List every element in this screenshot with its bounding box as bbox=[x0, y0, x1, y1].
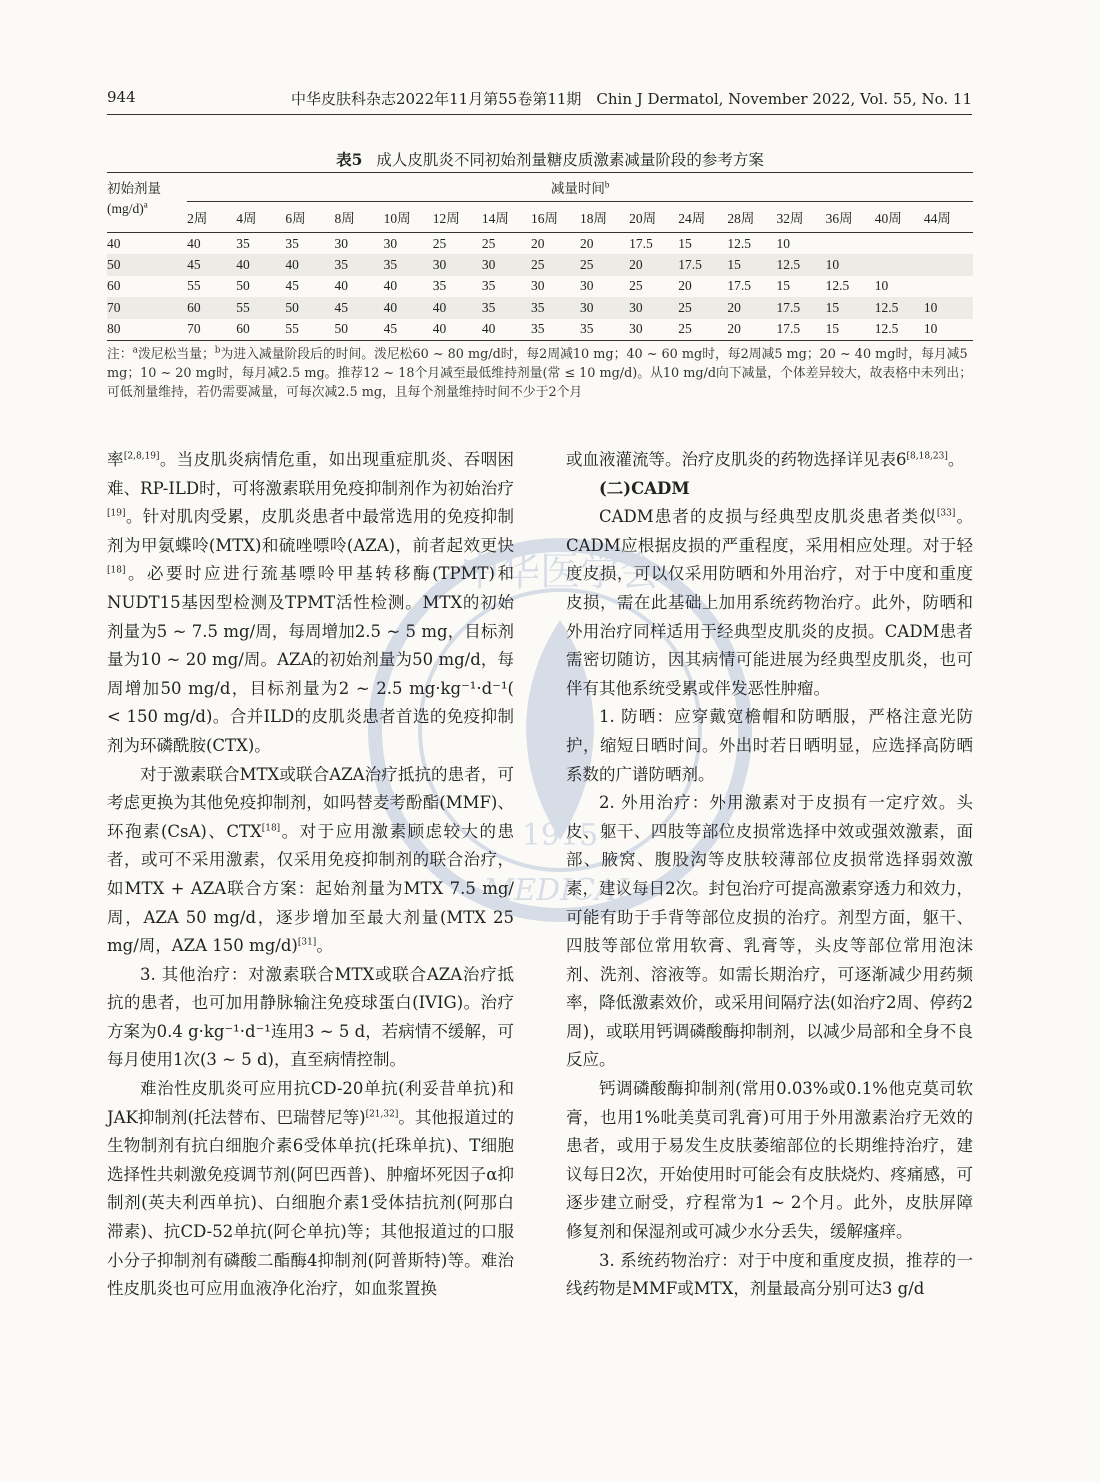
table-cell: 30 bbox=[530, 278, 545, 294]
week-header-cell: 2周 bbox=[187, 202, 236, 233]
week-header-cell: 36周 bbox=[826, 202, 875, 233]
left-paragraph-1: 率[2,8,19]。当皮肌炎病情危重，如出现重症肌炎、吞咽困难、RP-ILD时，可将激素联用免疫抑制剂作为初始治疗[19]。针对肌肉受累，皮肌炎患者中最常选用的免疫抑制剂为甲氨蝶呤(MTX)和硫唑嘌呤(AZA)，前者起效更快[18]。必要时应进行巯基嘌呤甲基转移酶(TPMT)和NUDT15基因型检测及TPMT活性检测。MTX的初始剂量为5 ~ 7.5 mg/周，每周增加2.5 ~ 5 mg，目标剂量为10 ~ 20 mg/周。AZA的初始剂量为50 mg/d，每周增加50 mg/d，目标剂量为2 ~ 2.5 mg·kg⁻¹·d⁻¹( < 150 mg/d)。合并ILD的皮肌炎患者首选的免疫抑制剂为环磷酰胺(CTX)。 bbox=[107, 450, 515, 755]
table-row bbox=[107, 254, 973, 275]
table-cell: 35 bbox=[285, 235, 299, 251]
dose-cell: 50 bbox=[107, 254, 187, 275]
table-cell: 10 bbox=[924, 319, 973, 341]
right-paragraph-2: CADM患者的皮损与经典型皮肌炎患者类似[33]。CADM应根据皮损的严重程度，采用相应处理。对于轻度皮损，可以仅采用防晒和外用治疗，对于中度和重度皮损，需在此基础上加用系统药物治疗。此外，防晒和外用治疗同样适用于经典型皮肌炎的皮损。CADM患者需密切随访，因其病情可能进展为经典型皮肌炎，也可伴有其他系统受累或伴发恶性肿瘤。 bbox=[566, 507, 974, 698]
table-cell: 25 bbox=[531, 254, 580, 275]
dose-cell: 60 bbox=[107, 278, 121, 294]
table-cell bbox=[826, 233, 875, 255]
table-cell: 45 bbox=[285, 278, 299, 294]
left-paragraph-3: 3. 其他治疗：对激素联合MTX或联合AZA治疗抵抗的患者，也可加用静脉输注免疫球蛋白(IVIG)。治疗方案为0.4 g·kg⁻¹·d⁻¹连用3 ~ 5 d，若病情不缓解，可每月使用1次(3 ~ 5 d)，直至病情控制。 bbox=[107, 964, 514, 1070]
table-cell: 60 bbox=[187, 297, 236, 318]
table-cell: 45 bbox=[335, 297, 384, 318]
table-cell: 17.5 bbox=[727, 278, 751, 294]
table-cell: 25 bbox=[432, 235, 447, 251]
table-cell: 10 bbox=[826, 254, 875, 275]
table-cell: 15 bbox=[678, 235, 692, 251]
table-cell: 10 bbox=[924, 297, 973, 318]
table-cell: 25 bbox=[481, 235, 496, 251]
table-cell: 35 bbox=[335, 254, 384, 275]
week-header-cell: 44周 bbox=[924, 202, 973, 233]
week-header-cell: 24周 bbox=[678, 202, 727, 233]
table-cell: 20 bbox=[580, 235, 594, 251]
seal-top-text: 中华医学会 bbox=[460, 549, 660, 595]
table-cell: 40 bbox=[236, 254, 285, 275]
dose-cell: 40 bbox=[107, 235, 121, 251]
table-cell: 30 bbox=[433, 254, 482, 275]
table-cell: 60 bbox=[236, 319, 285, 341]
table-cell: 12.5 bbox=[875, 297, 924, 318]
dose-taper-table bbox=[107, 172, 973, 341]
taper-time-header: 减量时间$^b$ bbox=[187, 173, 973, 202]
table-cell: 30 bbox=[629, 319, 678, 341]
table-cell: 10 bbox=[776, 235, 790, 251]
table-cell: 15 bbox=[776, 278, 790, 294]
table-cell bbox=[875, 233, 924, 255]
body-column-left bbox=[107, 446, 514, 1304]
table-cell: 40 bbox=[334, 278, 348, 294]
week-header-cell: 12周 bbox=[433, 202, 482, 233]
table-cell: 35 bbox=[432, 278, 447, 294]
page-number: 944 bbox=[107, 88, 136, 106]
table-row bbox=[107, 297, 973, 318]
table-cell: 20 bbox=[678, 278, 692, 294]
left-paragraph-4: 难治性皮肌炎可应用抗CD-20单抗(利妥昔单抗)和JAK抑制剂(托法替布、巴瑞替尼等)[21,32]。其他报道过的生物制剂有抗白细胞介素6受体单抗(托珠单抗)、T细胞选择性共刺激免疫调节剂(阿巴西普)、肿瘤坏死因子α抑制剂(英夫利西单抗)、白细胞介素1受体拮抗剂(阿那白滞素)、抗CD-52单抗(阿仑单抗)等；其他报道过的口服小分子抑制剂有磷酸二酯酶4抑制剂(阿普斯特)等。难治性皮肌炎也可应用血液净化治疗，如血浆置换 bbox=[107, 1079, 515, 1299]
table-cell: 30 bbox=[383, 235, 398, 251]
table-row bbox=[107, 319, 973, 341]
week-header-cell: 32周 bbox=[776, 202, 825, 233]
dose-cell: 70 bbox=[107, 297, 187, 318]
table-cell: 25 bbox=[629, 278, 643, 294]
table-cell: 30 bbox=[580, 278, 594, 294]
table-row bbox=[107, 233, 973, 255]
table-cell: 50 bbox=[285, 297, 334, 318]
table-caption-text: 成人皮肌炎不同初始剂量糖皮质激素减量阶段的参考方案 bbox=[376, 151, 764, 169]
table-cell: 35 bbox=[531, 297, 580, 318]
left-paragraph-2: 对于激素联合MTX或联合AZA治疗抵抗的患者，可考虑更换为其他免疫抑制剂，如吗替麦考酚酯(MMF)、环孢素(CsA)、CTX[18]。对于应用激素顾虑较大的患者，或可不采用激素，仅采用免疫抑制剂的联合治疗，如MTX + AZA联合方案：起始剂量为MTX 7.5 mg/周，AZA 50 mg/d，逐步增加至最大剂量(MTX 25 mg/周，AZA 150 mg/d)[31]。 bbox=[107, 764, 515, 956]
table-cell: 45 bbox=[384, 319, 433, 341]
table-cell: 55 bbox=[187, 278, 201, 294]
table-note: 注：$^a$泼尼松当量；$^b$为进入减量阶段后的时间。泼尼松60 ~ 80 mg/d时，每2周减10 mg；40 ~ 60 mg时，每2周减5 mg；20 ~ 40 mg时，每月减5 mg；10 ~ 20 mg时，每月减2.5 mg。推荐12 ~ 18个月减至最低维持剂量(常 ≤ 10 mg/d)。从10 mg/d向下减量，个体差异较大，故表格中未列出；可低剂量维持，若仍需要减量，可每次减2.5 mg，且每个剂量维持时间不少于2个月 bbox=[107, 345, 972, 400]
table-cell: 30 bbox=[580, 297, 629, 318]
table-caption-label: 表5 bbox=[336, 150, 363, 169]
table-cell: 25 bbox=[580, 254, 629, 275]
table-cell: 20 bbox=[727, 319, 776, 341]
right-paragraph-6: 3. 系统药物治疗：对于中度和重度皮损，推荐的一线药物是MMF或MTX，剂量最高分别可达3 g/d bbox=[566, 1250, 973, 1299]
table-cell: 30 bbox=[629, 297, 678, 318]
table-cell: 35 bbox=[580, 319, 629, 341]
week-header-cell: 8周 bbox=[335, 202, 384, 233]
table-header-row bbox=[107, 173, 973, 202]
table-cell bbox=[924, 276, 973, 297]
table-cell bbox=[875, 254, 924, 275]
seal-center-char: 医 bbox=[543, 639, 577, 679]
table-cell: 20 bbox=[530, 235, 545, 251]
table-cell: 17.5 bbox=[629, 235, 653, 251]
table-cell: 40 bbox=[482, 319, 531, 341]
week-header-cell: 14周 bbox=[482, 202, 531, 233]
table-cell: 25 bbox=[678, 297, 727, 318]
initial-dose-header: 初始剂量 $(mg/d)^a$ bbox=[107, 173, 187, 233]
journal-citation: 中华皮肤科杂志2022年11月第55卷第11期 Chin J Dermatol, November 2022, Vol. 55, No. 11 bbox=[290, 90, 972, 108]
table-cell: 12.5 bbox=[875, 319, 924, 341]
table-cell: 15 bbox=[826, 297, 875, 318]
table-cell: 17.5 bbox=[776, 319, 825, 341]
table-cell: 40 bbox=[383, 278, 398, 294]
week-header-cell: 28周 bbox=[727, 202, 776, 233]
table-cell: 35 bbox=[236, 235, 250, 251]
week-header-cell: 40周 bbox=[875, 202, 924, 233]
right-paragraph-1: 或血液灌流等。治疗皮肌炎的药物选择详见表6[8,18,23]。 bbox=[566, 450, 965, 469]
week-header-cell: 4周 bbox=[236, 202, 285, 233]
table-cell: 35 bbox=[384, 254, 433, 275]
section-heading-cadm: (二)CADM bbox=[599, 478, 690, 498]
table-cell: 10 bbox=[874, 278, 889, 294]
table-cell: 40 bbox=[433, 297, 482, 318]
right-paragraph-5: 钙调磷酸酶抑制剂(常用0.03%或0.1%他克莫司软膏，也用1%吡美莫司乳膏)可用于外用激素治疗无效的患者，或用于易发生皮肤萎缩部位的长期维持治疗，建议每日2次，开始使用时可能会有皮肤烧灼、疼痛感，可逐步建立耐受，疗程常为1 ~ 2个月。此外，皮肤屏障修复剂和保湿剂或可减少水分丢失，缓解瘙痒。 bbox=[566, 1079, 973, 1242]
table-cell: 30 bbox=[334, 235, 348, 251]
table-cell: 50 bbox=[236, 278, 250, 294]
table-cell: 35 bbox=[531, 319, 580, 341]
table-cell: 40 bbox=[285, 254, 334, 275]
table-cell: 12.5 bbox=[727, 235, 751, 251]
week-header-cell: 16周 bbox=[531, 202, 580, 233]
table-cell: 15 bbox=[727, 254, 776, 275]
week-header-row bbox=[107, 202, 973, 233]
seal-year: 1915 bbox=[521, 818, 599, 853]
table-cell: 20 bbox=[727, 297, 776, 318]
week-header-cell: 20周 bbox=[629, 202, 678, 233]
table-caption bbox=[0, 148, 1100, 170]
table-cell: 17.5 bbox=[776, 297, 825, 318]
table-cell: 55 bbox=[236, 297, 285, 318]
dose-cell: 80 bbox=[107, 319, 187, 341]
week-header-cell: 6周 bbox=[285, 202, 334, 233]
body-column-right bbox=[566, 446, 973, 1304]
running-header bbox=[107, 88, 972, 112]
table-cell: 70 bbox=[187, 319, 236, 341]
table-cell: 35 bbox=[482, 297, 531, 318]
table-cell bbox=[924, 254, 973, 275]
right-paragraph-3: 1. 防晒：应穿戴宽檐帽和防晒服，严格注意光防护，缩短日晒时间。外出时若日晒明显，应选择高防晒系数的广谱防晒剂。 bbox=[566, 707, 973, 784]
table-cell: 45 bbox=[187, 254, 236, 275]
table-cell: 12.5 bbox=[825, 278, 850, 294]
week-header-cell: 18周 bbox=[580, 202, 629, 233]
header-rule bbox=[107, 114, 972, 115]
table-cell: 25 bbox=[678, 319, 727, 341]
table-cell: 35 bbox=[481, 278, 496, 294]
table-cell: 15 bbox=[826, 319, 875, 341]
table-cell: 17.5 bbox=[678, 254, 727, 275]
table-cell: 55 bbox=[285, 319, 334, 341]
seal-bottom-text: MEDICAL bbox=[483, 873, 637, 908]
table-cell bbox=[924, 233, 973, 255]
table-cell: 12.5 bbox=[776, 254, 825, 275]
table-cell: 40 bbox=[384, 297, 433, 318]
table-row bbox=[107, 276, 973, 297]
table-cell: 40 bbox=[433, 319, 482, 341]
table-cell: 50 bbox=[335, 319, 384, 341]
table-cell: 30 bbox=[482, 254, 531, 275]
table-cell: 40 bbox=[187, 235, 201, 251]
week-header-cell: 10周 bbox=[384, 202, 433, 233]
right-paragraph-4: 2. 外用治疗：外用激素对于皮损有一定疗效。头皮、躯干、四肢等部位皮损常选择中效或强效激素，面部、腋窝、腹股沟等皮肤较薄部位皮损常选择弱效激素，建议每日2次。封包治疗可提高激素穿透力和效力，可能有助于手背等部位皮损的治疗。剂型方面，躯干、四肢等部位常用软膏、乳膏等，头皮等部位常用泡沫剂、洗剂、溶液等。如需长期治疗，可逐渐减少用药频率，降低激素效价，或采用间隔疗法(如治疗2周、停药2周)，或联用钙调磷酸酶抑制剂，以减少局部和全身不良反应。 bbox=[566, 793, 973, 1070]
table-cell: 20 bbox=[629, 254, 678, 275]
